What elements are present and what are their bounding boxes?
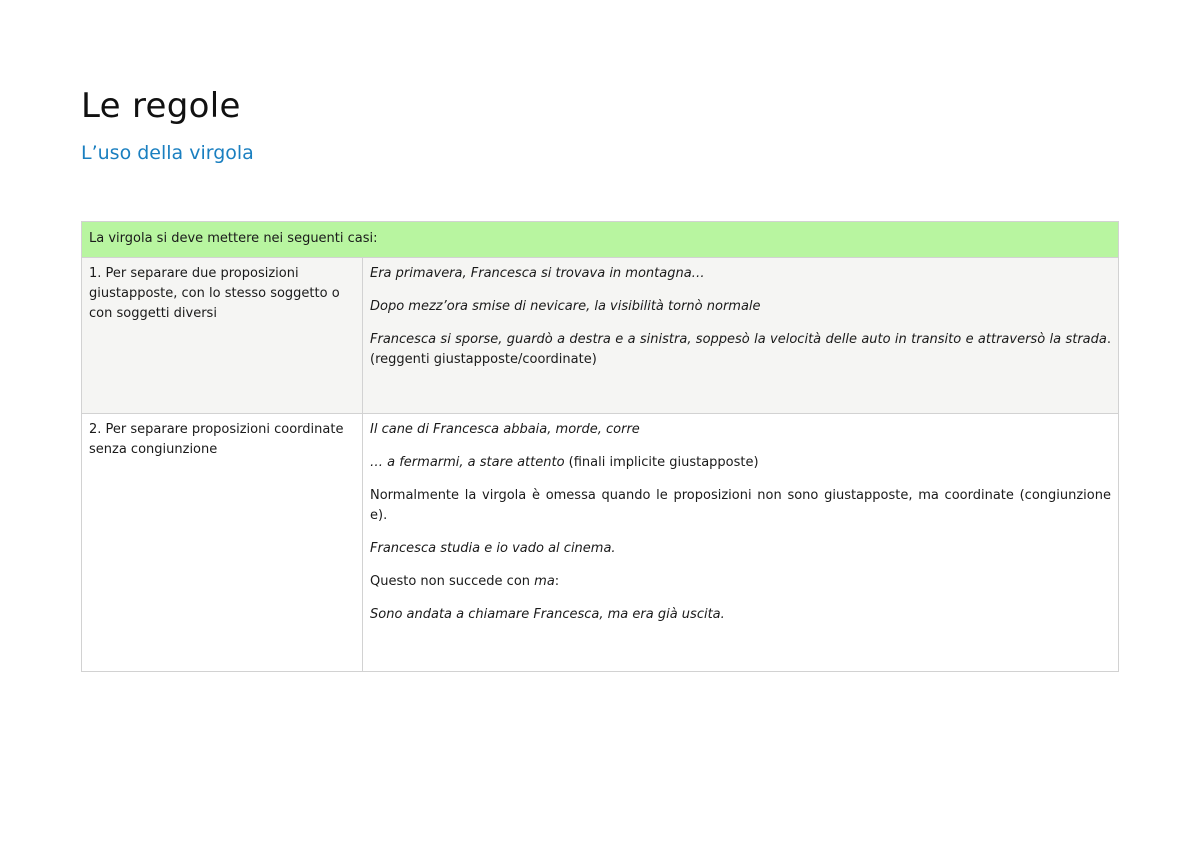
example-text: Sono andata a chiamare Francesca, ma era già uscita. bbox=[370, 607, 725, 622]
punctuation: : bbox=[554, 574, 560, 589]
explanation-text: Questo non succede con bbox=[370, 574, 535, 589]
example-paragraph bbox=[370, 330, 1111, 370]
table-header: La virgola si deve mettere nei seguenti casi: bbox=[82, 222, 1119, 258]
explanation-paragraph bbox=[370, 572, 1111, 592]
example-word: ma bbox=[534, 574, 555, 589]
example-note: (finali implicite giustapposte) bbox=[564, 455, 759, 470]
example-paragraph bbox=[370, 453, 1111, 473]
example-text: … a fermarmi, a stare attento bbox=[370, 455, 565, 470]
table-header-row bbox=[82, 222, 1119, 258]
table-row bbox=[82, 258, 1119, 414]
explanation-text: Normalmente la virgola è omessa quando le proposizioni non sono giustapposte, ma coordinate (congiunzione e). bbox=[370, 488, 1111, 523]
example-text: Dopo mezz’ora smise di nevicare, la visibilità tornò normale bbox=[370, 299, 761, 314]
example-text: Francesca si sporse, guardò a destra e a sinistra, soppesò la velocità delle auto in transito e attraversò la strada bbox=[370, 332, 1107, 347]
examples-cell bbox=[363, 258, 1119, 414]
example-note: . (reggenti giustapposte/coordinate) bbox=[370, 332, 1111, 367]
page-subtitle: L’uso della virgola bbox=[81, 142, 254, 164]
table-row bbox=[82, 414, 1119, 672]
rules-table bbox=[81, 221, 1119, 672]
examples-cell bbox=[363, 414, 1119, 672]
example-text: Francesca studia e io vado al cinema. bbox=[370, 541, 616, 556]
rule-cell: 2. Per separare proposizioni coordinate senza congiunzione bbox=[82, 414, 363, 672]
example-text: Il cane di Francesca abbaia, morde, corre bbox=[370, 422, 640, 437]
example-text: Era primavera, Francesca si trovava in montagna… bbox=[370, 266, 705, 281]
rule-cell: 1. Per separare due proposizioni giustapposte, con lo stesso soggetto o con soggetti diversi bbox=[82, 258, 363, 414]
page-title: Le regole bbox=[81, 86, 241, 126]
